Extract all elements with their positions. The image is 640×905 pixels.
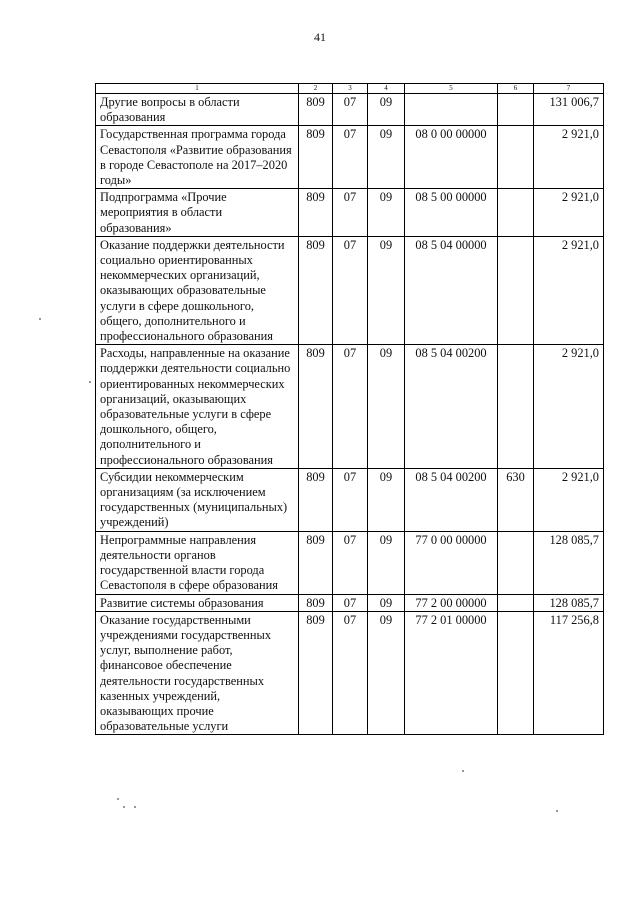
column-number: 3 [333, 84, 368, 94]
table-row [96, 611, 604, 735]
column-number: 6 [498, 84, 534, 94]
row-sum: 2 921,0 [534, 345, 604, 469]
row-pr: 09 [368, 468, 405, 531]
row-name: Оказание государственными учреждениями государственных услуг, выполнение работ, финансовое обеспечение деятельности государственных казенных учреждений, оказывающих прочие образовательные услуги [96, 611, 299, 735]
column-number-row [96, 84, 604, 94]
row-vr [498, 236, 534, 344]
table-row [96, 236, 604, 344]
row-gr: 809 [299, 94, 333, 126]
table-row [96, 468, 604, 531]
row-name: Подпрограмма «Прочие мероприятия в области образования» [96, 189, 299, 237]
row-gr: 809 [299, 345, 333, 469]
page-number: 41 [314, 30, 326, 44]
row-rz: 07 [333, 94, 368, 126]
row-pr: 09 [368, 189, 405, 237]
row-csr [405, 94, 498, 126]
row-name: Другие вопросы в области образования [96, 94, 299, 126]
table-row [96, 189, 604, 237]
row-name: Оказание поддержки деятельности социально ориентированных некоммерческих организаций, оказывающих образовательные услуги в сфере дошкольного, общего, дополнительного и профессионального образования [96, 236, 299, 344]
row-rz: 07 [333, 126, 368, 189]
row-pr: 09 [368, 611, 405, 735]
row-vr [498, 594, 534, 611]
row-gr: 809 [299, 189, 333, 237]
table-row [96, 345, 604, 469]
row-csr: 08 5 04 00000 [405, 236, 498, 344]
row-gr: 809 [299, 531, 333, 594]
row-vr [498, 345, 534, 469]
row-csr: 08 5 04 00200 [405, 345, 498, 469]
row-rz: 07 [333, 345, 368, 469]
column-number: 5 [405, 84, 498, 94]
row-vr [498, 611, 534, 735]
scan-speck [117, 798, 119, 800]
row-csr: 08 5 00 00000 [405, 189, 498, 237]
row-gr: 809 [299, 126, 333, 189]
column-number: 2 [299, 84, 333, 94]
row-vr [498, 94, 534, 126]
scan-speck [39, 318, 41, 320]
row-vr [498, 531, 534, 594]
row-vr [498, 189, 534, 237]
row-sum: 117 256,8 [534, 611, 604, 735]
row-pr: 09 [368, 94, 405, 126]
row-name: Развитие системы образования [96, 594, 299, 611]
scan-speck [134, 806, 136, 808]
row-csr: 08 0 00 00000 [405, 126, 498, 189]
row-csr: 77 2 01 00000 [405, 611, 498, 735]
row-sum: 2 921,0 [534, 189, 604, 237]
row-rz: 07 [333, 468, 368, 531]
row-gr: 809 [299, 594, 333, 611]
row-rz: 07 [333, 236, 368, 344]
row-sum: 2 921,0 [534, 468, 604, 531]
row-pr: 09 [368, 345, 405, 469]
row-pr: 09 [368, 594, 405, 611]
row-sum: 128 085,7 [534, 531, 604, 594]
column-number: 4 [368, 84, 405, 94]
column-number: 7 [534, 84, 604, 94]
row-pr: 09 [368, 126, 405, 189]
row-vr: 630 [498, 468, 534, 531]
row-name: Расходы, направленные на оказание поддержки деятельности социально ориентированных некоммерческих организаций, оказывающих образовательные услуги в сфере дошкольного, общего, дополнительного и профессионального образования [96, 345, 299, 469]
row-pr: 09 [368, 236, 405, 344]
row-pr: 09 [368, 531, 405, 594]
row-rz: 07 [333, 611, 368, 735]
row-csr: 77 0 00 00000 [405, 531, 498, 594]
row-csr: 08 5 04 00200 [405, 468, 498, 531]
row-name: Субсидии некоммерческим организациям (за исключением государственных (муниципальных) учреждений) [96, 468, 299, 531]
row-sum: 2 921,0 [534, 236, 604, 344]
row-name: Непрограммные направления деятельности органов государственной власти города Севастополя в сфере образования [96, 531, 299, 594]
row-gr: 809 [299, 611, 333, 735]
row-sum: 131 006,7 [534, 94, 604, 126]
table-row [96, 531, 604, 594]
scan-speck [556, 810, 558, 812]
row-name: Государственная программа города Севастополя «Развитие образования в городе Севастополе на 2017–2020 годы» [96, 126, 299, 189]
row-gr: 809 [299, 468, 333, 531]
budget-table [95, 83, 604, 735]
row-gr: 809 [299, 236, 333, 344]
table-row [96, 126, 604, 189]
row-sum: 2 921,0 [534, 126, 604, 189]
row-rz: 07 [333, 189, 368, 237]
row-sum: 128 085,7 [534, 594, 604, 611]
table-row [96, 94, 604, 126]
row-rz: 07 [333, 531, 368, 594]
row-csr: 77 2 00 00000 [405, 594, 498, 611]
table-row [96, 594, 604, 611]
scan-speck [462, 770, 464, 772]
scan-speck [89, 381, 91, 383]
scan-speck [123, 806, 125, 808]
column-number: 1 [96, 84, 299, 94]
row-vr [498, 126, 534, 189]
row-rz: 07 [333, 594, 368, 611]
